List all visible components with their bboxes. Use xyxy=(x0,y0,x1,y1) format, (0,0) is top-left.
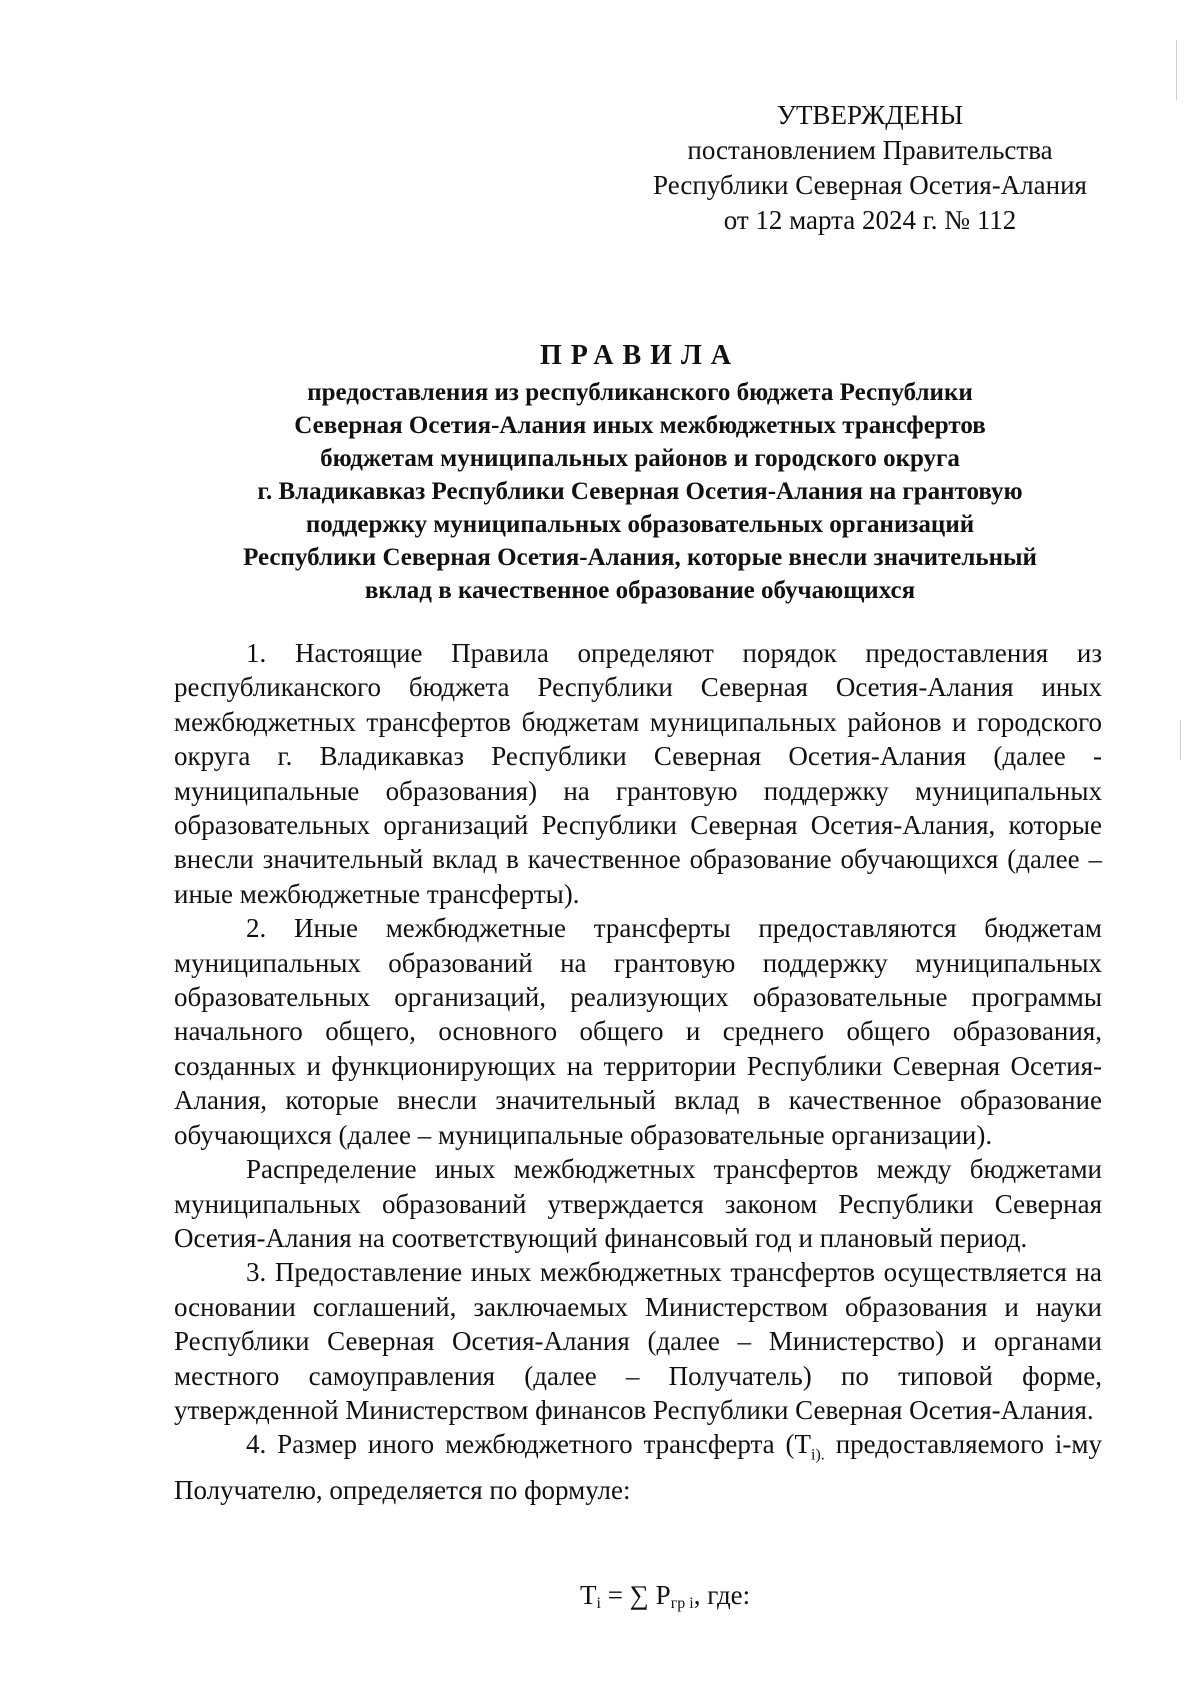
approval-date: от 12 марта 2024 г. № 112 xyxy=(723,205,1017,235)
subtitle-line: вклад в качественное образование обучающихся xyxy=(364,577,916,604)
approval-line: постановлением Правительства xyxy=(687,135,1053,165)
formula-t: Т xyxy=(580,1580,597,1610)
paragraph-4 xyxy=(174,1427,1102,1507)
subtitle-line: Республики Северная Осетия-Алания, которые внесли значительный xyxy=(243,544,1037,571)
subtitle-line: поддержку муниципальных образовательных организаций xyxy=(305,511,975,538)
paragraph-4-start: 4. Размер иного межбюджетного трансферта (Т xyxy=(246,1429,812,1460)
scan-artifact xyxy=(1176,40,1177,100)
formula-t-subscript: i xyxy=(596,1595,601,1612)
paragraph-1: 1. Настоящие Правила определяют порядок предоставления из республиканского бюджета Республики Северная Осетия-Алания иных межбюджетных трансфертов бюджетам муниципальных районов и городского округа г. Владикавказ Республики Северная Осетия-Алания (далее - муниципальные образования) на грантовую поддержку муниципальных образовательных организаций Республики Северная Осетия-Алания, которые внесли значительный вклад в качественное образование обучающихся (далее – иные межбюджетные трансферты). xyxy=(174,638,1102,909)
paragraph-4-end: предоставляемого i-му Получателю, определяется по формуле: xyxy=(174,1429,1103,1506)
approval-line: Республики Северная Осетия-Алания xyxy=(653,170,1087,200)
subtitle-line: бюджетам муниципальных районов и городского округа xyxy=(320,445,960,472)
approval-stamp xyxy=(640,98,1100,238)
title-heading: ПРАВИЛА xyxy=(539,340,741,371)
scan-artifact xyxy=(1180,720,1181,760)
subtitle-line: предоставления из республиканского бюджета Республики xyxy=(307,379,973,406)
paragraph-4-subscript: i). xyxy=(811,1446,825,1464)
document-body xyxy=(174,636,1102,1508)
title-subtitle xyxy=(160,376,1120,607)
subtitle-line: г. Владикавказ Республики Северная Осетия-Алания на грантовую xyxy=(257,478,1023,505)
formula-p-subscript: гр i xyxy=(670,1595,694,1612)
formula-equals-sum: = ∑ Р xyxy=(600,1580,671,1610)
paragraph-3: 3. Предоставление иных межбюджетных трансфертов осуществляется на основании соглашений, заключаемых Министерством образования и науки Республики Северная Осетия-Алания (далее – Министерство) и органами местного самоуправления (далее – Получатель) по типовой форме, утвержденной Министерством финансов Республики Северная Осетия-Алания. xyxy=(174,1257,1102,1425)
subtitle-line: Северная Осетия-Алания иных межбюджетных трансфертов xyxy=(294,412,986,439)
formula-tail: , где: xyxy=(693,1580,751,1610)
formula xyxy=(580,1580,750,1613)
paragraph-2: 2. Иные межбюджетные трансферты предоставляются бюджетам муниципальных образований на грантовую поддержку муниципальных образовательных организаций, реализующих образовательные программы начального общего, основного общего и среднего общего образования, созданных и функционирующих на территории Республики Северная Осетия-Алания, которые внесли значительный вклад в качественное образование обучающихся (далее – муниципальные образовательные организации). xyxy=(174,913,1102,1150)
paragraph-distribution: Распределение иных межбюджетных трансфертов между бюджетами муниципальных образований утверждается законом Республики Северная Осетия-Алания на соответствующий финансовый год и плановый период. xyxy=(174,1154,1102,1253)
approval-title: УТВЕРЖДЕНЫ xyxy=(776,100,964,130)
document-title xyxy=(160,338,1120,607)
